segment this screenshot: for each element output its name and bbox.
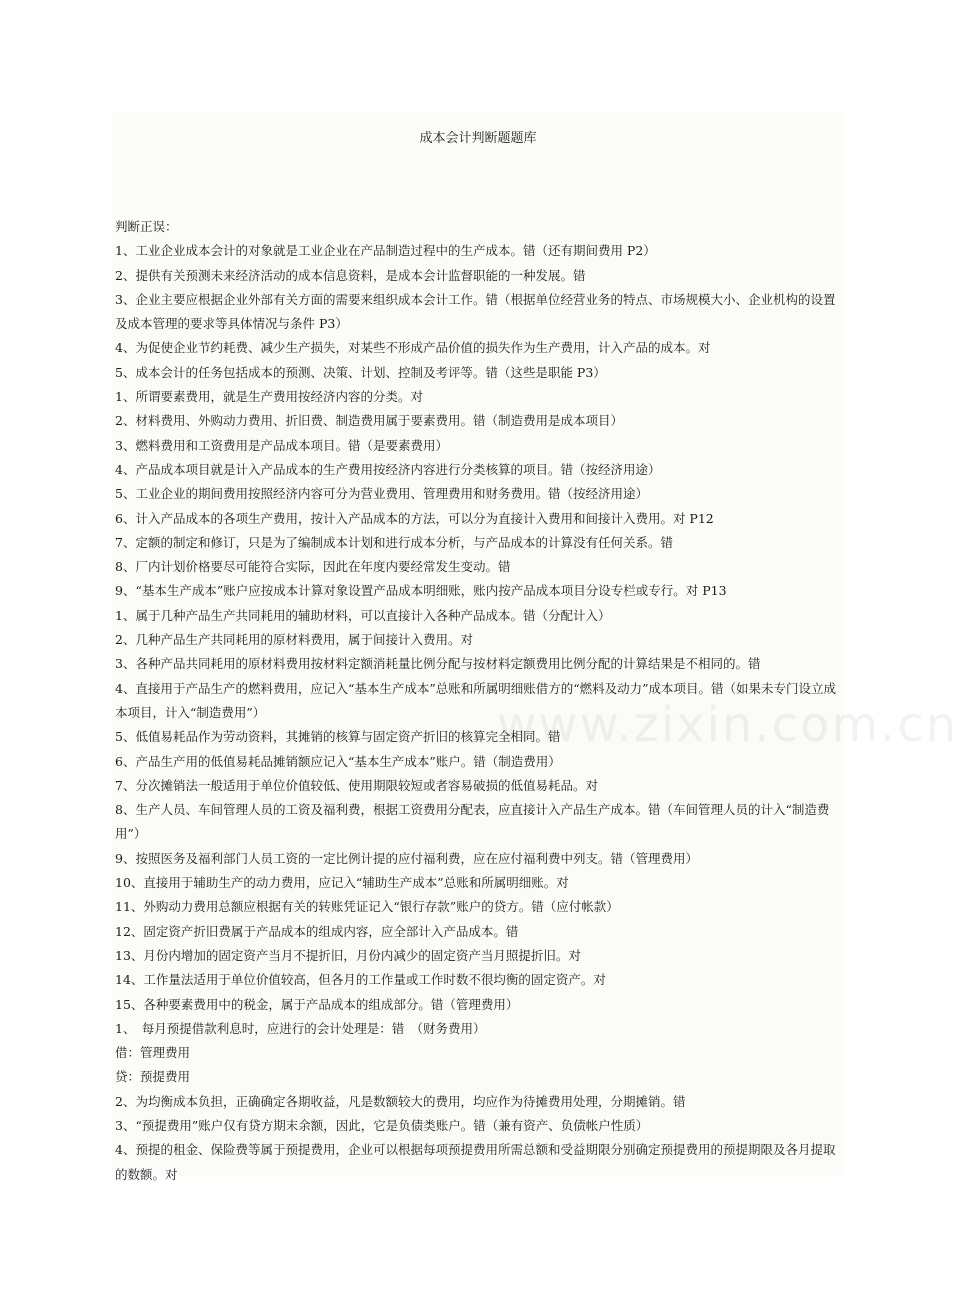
question-item: 4、为促使企业节约耗费、减少生产损失，对某些不形成产品价值的损失作为生产费用，计入产品的成本。对 bbox=[115, 340, 711, 356]
question-item: 12、固定资产折旧费属于产品成本的组成内容，应全部计入产品成本。错 bbox=[115, 923, 519, 939]
question-item: 14、工作量法适用于单位价值较高，但各月的工作量或工作时数不很均衡的固定资产。对 bbox=[115, 972, 606, 988]
document-body bbox=[115, 215, 843, 1187]
watermark: www.zixin.com.cn bbox=[497, 697, 958, 753]
question-item: 2、几种产品生产共同耗用的原材料费用，属于间接计入费用。对 bbox=[115, 632, 473, 648]
question-item: 3、“预提费用”账户仅有贷方期末余额，因此，它是负债类账户。错（兼有资产、负债帐户性质） bbox=[115, 1117, 649, 1133]
question-item: 6、计入产品成本的各项生产费用，按计入产品成本的方法，可以分为直接计入费用和间接计入费用。对 P12 bbox=[115, 510, 714, 526]
question-item: 1、工业企业成本会计的对象就是工业企业在产品制造过程中的生产成本。错（还有期间费用 P2） bbox=[115, 243, 656, 259]
question-item: 3、燃料费用和工资费用是产品成本项目。错（是要素费用） bbox=[115, 437, 448, 453]
question-item: 10、直接用于辅助生产的动力费用，应记入“辅助生产成本”总账和所属明细账。对 bbox=[115, 875, 569, 891]
question-item: 1、 每月预提借款利息时，应进行的会计处理是：错 （财务费用） bbox=[115, 1020, 486, 1036]
question-item: 13、月份内增加的固定资产当月不提折旧，月份内减少的固定资产当月照提折旧。对 bbox=[115, 947, 581, 963]
question-item: 8、厂内计划价格要尽可能符合实际，因此在年度内要经常发生变动。错 bbox=[115, 559, 511, 575]
question-item: 2、材料费用、外购动力费用、折旧费、制造费用属于要素费用。错（制造费用是成本项目） bbox=[115, 413, 623, 429]
question-item: 8、生产人员、车间管理人员的工资及福利费，根据工资费用分配表，应直接计入产品生产成本。错（车间管理人员的计入“制造费用”） bbox=[115, 802, 830, 842]
question-item: 9、按照医务及福利部门人员工资的一定比例计提的应付福利费，应在应付福利费中列支。错（管理费用） bbox=[115, 850, 698, 866]
question-item: 3、企业主要应根据企业外部有关方面的需要来组织成本会计工作。错（根据单位经营业务的特点、市场规模大小、企业机构的设置及成本管理的要求等具体情况与条件 P3） bbox=[115, 291, 836, 332]
question-item: 4、预提的租金、保险费等属于预提费用，企业可以根据每项预提费用所需总额和受益期限分别确定预提费用的预提期限及各月提取的数额。对 bbox=[115, 1142, 836, 1182]
question-item: 3、各种产品共同耗用的原材料费用按材料定额消耗量比例分配与按材料定额费用比例分配的计算结果是不相同的。错 bbox=[115, 656, 761, 672]
question-item: 5、低值易耗品作为劳动资料，其摊销的核算与固定资产折旧的核算完全相同。错 bbox=[115, 729, 561, 745]
question-item: 9、“基本生产成本”账户应按成本计算对象设置产品成本明细账，账内按产品成本项目分设专栏或专行。对 P13 bbox=[115, 583, 727, 599]
document-title: 成本会计判断题题库 bbox=[419, 131, 537, 146]
question-item: 2、提供有关预测未来经济活动的成本信息资料，是成本会计监督职能的一种发展。错 bbox=[115, 267, 586, 283]
question-item: 11、外购动力费用总额应根据有关的转账凭证记入“银行存款”账户的贷方。错（应付帐款） bbox=[115, 899, 619, 915]
document-page bbox=[112, 112, 958, 1182]
question-item: 6、产品生产用的低值易耗品摊销额应记入“基本生产成本”账户。错（制造费用） bbox=[115, 753, 561, 769]
question-item: 1、属于几种产品生产共同耗用的辅助材料，可以直接计入各种产品成本。错（分配计入） bbox=[115, 607, 611, 623]
question-item: 4、产品成本项目就是计入产品成本的生产费用按经济内容进行分类核算的项目。错（按经济用途） bbox=[115, 461, 661, 477]
question-item: 借：管理费用 bbox=[115, 1045, 191, 1061]
question-item: 1、所谓要素费用，就是生产费用按经济内容的分类。对 bbox=[115, 389, 423, 405]
question-item: 7、分次摊销法一般适用于单位价值较低、使用期限较短或者容易破损的低值易耗品。对 bbox=[115, 777, 598, 793]
section-heading: 判断正误： bbox=[115, 219, 178, 234]
question-item: 4、直接用于产品生产的燃料费用，应记入“基本生产成本”总账和所属明细账借方的“燃料及动力”成本项目。错（如果未专门设立成本项目，计入“制造费用”） bbox=[115, 680, 837, 720]
question-item: 5、成本会计的任务包括成本的预测、决策、计划、控制及考评等。错（这些是职能 P3） bbox=[115, 364, 606, 380]
question-item: 贷：预提费用 bbox=[115, 1069, 191, 1085]
question-item: 5、工业企业的期间费用按照经济内容可分为营业费用、管理费用和财务费用。错（按经济用途） bbox=[115, 486, 648, 502]
question-item: 7、定额的制定和修订，只是为了编制成本计划和进行成本分析，与产品成本的计算没有任何关系。错 bbox=[115, 534, 673, 550]
question-item: 2、为均衡成本负担，正确确定各期收益，凡是数额较大的费用，均应作为待摊费用处理，分期摊销。错 bbox=[115, 1093, 686, 1109]
question-item: 15、各种要素费用中的税金，属于产品成本的组成部分。错（管理费用） bbox=[115, 996, 519, 1012]
